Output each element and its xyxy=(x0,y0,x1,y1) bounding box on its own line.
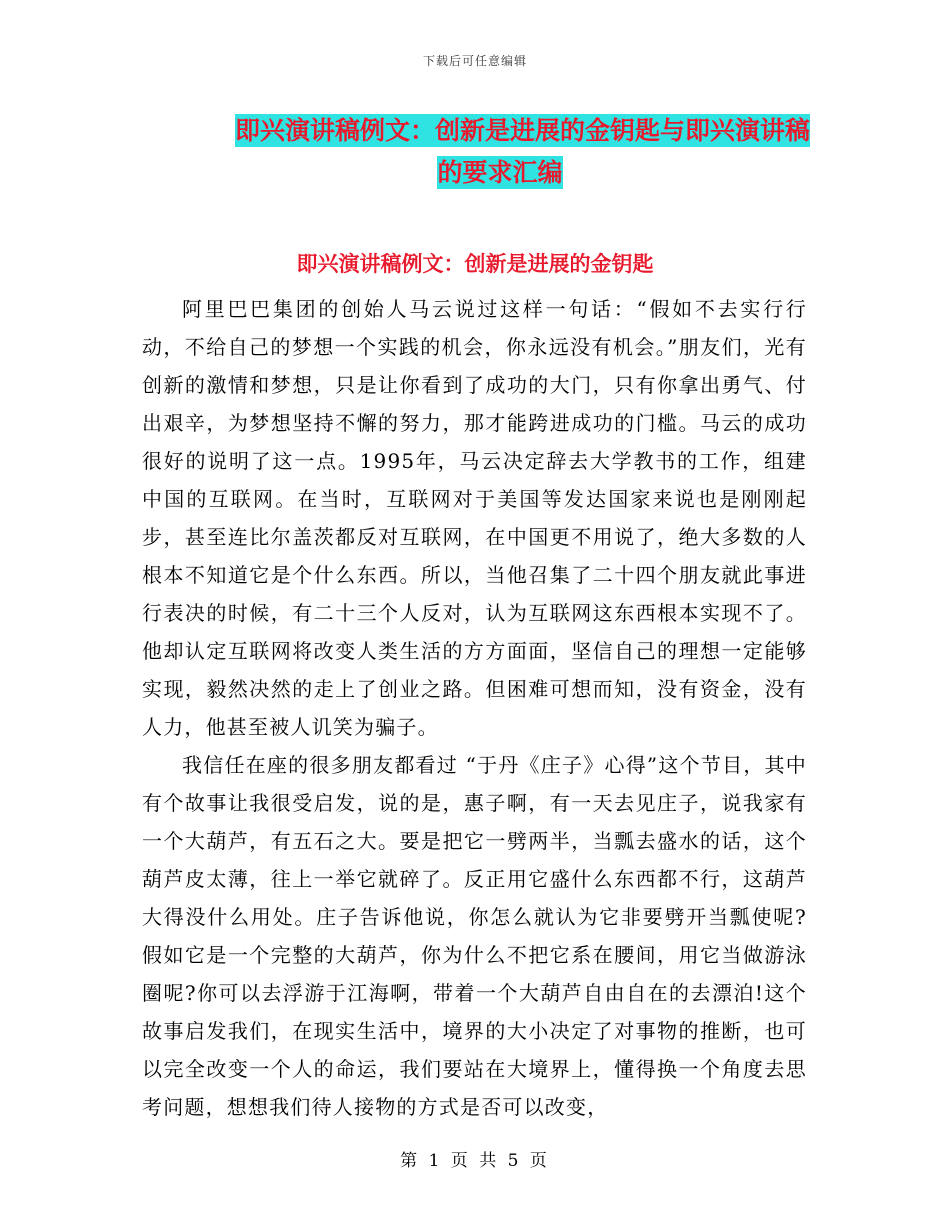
title-line-2 xyxy=(190,152,810,194)
document-title xyxy=(190,110,810,194)
document-body xyxy=(142,290,807,1126)
title-line-1 xyxy=(190,110,810,152)
title-line-2-text: 的要求汇编 xyxy=(437,158,563,187)
title-line-1-text: 即兴演讲稿例文：创新是进展的金钥匙与即兴演讲稿 xyxy=(234,116,810,145)
paragraph: 我信任在座的很多朋友都看过 “于丹《庄子》心得”这个节目，其中有个故事让我很受启发，说的是，惠子啊，有一天去见庄子，说我家有一个大葫芦，有五石之大。要是把它一劈两半，当瓢去盛水的话，这个葫芦皮太薄，往上一举它就碎了。反正用它盛什么东西都不行，这葫芦大得没什么用处。庄子告诉他说，你怎么就认为它非要劈开当瓢使呢?假如它是一个完整的大葫芦，你为什么不把它系在腰间，用它当做游泳圈呢?你可以去浮游于江海啊，带着一个大葫芦自由自在的去漂泊!这个故事启发我们，在现实生活中，境界的大小决定了对事物的推断，也可以完全改变一个人的命运，我们要站在大境界上，懂得换一个角度去思考问题，想想我们待人接物的方式是否可以改变， xyxy=(142,753,807,1119)
paragraph: 阿里巴巴集团的创始人马云说过这样一句话：“假如不去实行行动，不给自己的梦想一个实践的机会，你永远没有机会。”朋友们，光有创新的激情和梦想，只是让你看到了成功的大门，只有你拿出勇气、付出艰辛，为梦想坚持不懈的努力，那才能跨进成功的门槛。马云的成功很好的说明了这一点。1995年，马云决定辞去大学教书的工作，组建中国的互联网。在当时，互联网对于美国等发达国家来说也是刚刚起步，甚至连比尔盖茨都反对互联网，在中国更不用说了，绝大多数的人根本不知道它是个什么东西。所以，当他召集了二十四个朋友就此事进行表决的时候，有二十三个人反对，认为互联网这东西根本实现不了。他却认定互联网将改变人类生活的方方面面，坚信自己的理想一定能够实现，毅然决然的走上了创业之路。但困难可想而知，没有资金，没有人力，他甚至被人讥笑为骗子。 xyxy=(142,297,807,739)
section-heading: 即兴演讲稿例文：创新是进展的金钥匙 xyxy=(296,252,654,276)
page-header-note: 下载后可任意编辑 xyxy=(422,54,527,68)
page-number: 第 1 页 共 5 页 xyxy=(400,1151,550,1171)
